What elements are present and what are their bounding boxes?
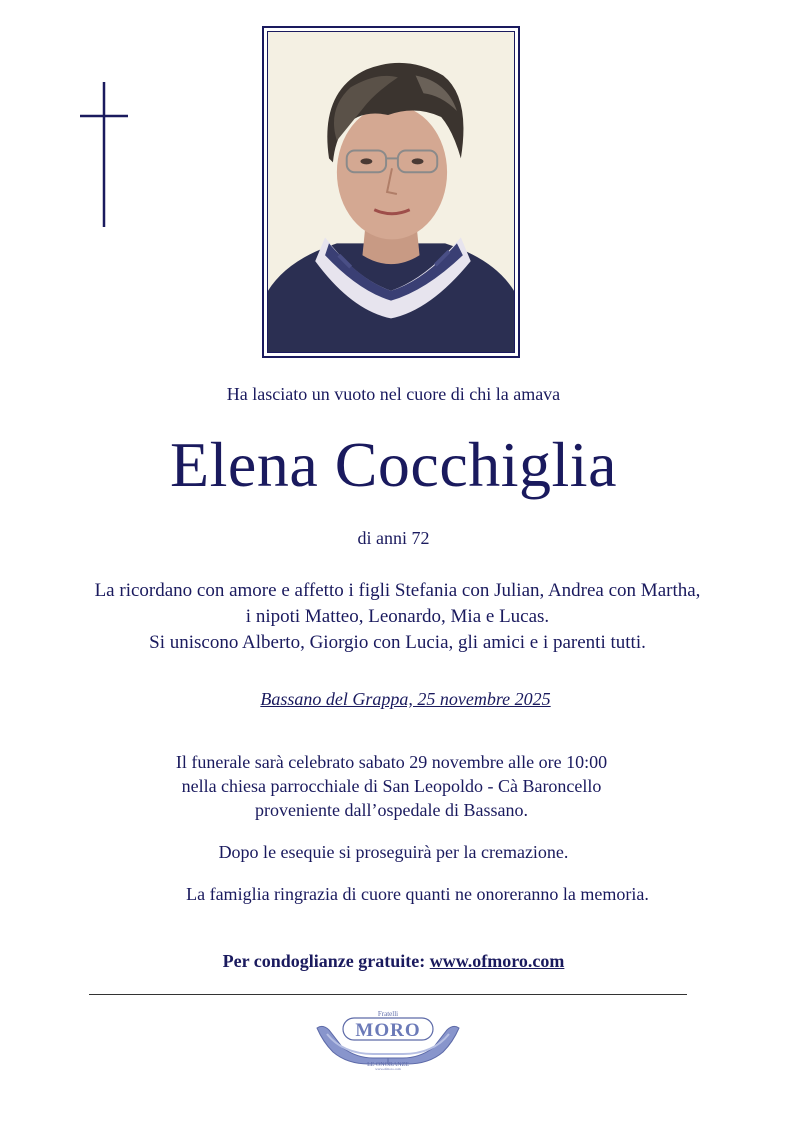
mourners-line: i nipoti Matteo, Leonardo, Mia e Lucas. bbox=[245, 606, 550, 627]
mourners-line: Si uniscono Alberto, Giorgio con Lucia, gli amici e i parenti tutti. bbox=[149, 632, 646, 653]
intro-text: Ha lasciato un vuoto nel cuore di chi la amava bbox=[226, 384, 561, 404]
funeral-block bbox=[0, 750, 789, 822]
divider-line bbox=[89, 994, 687, 995]
company-logo bbox=[313, 1008, 463, 1070]
cremation-text: Dopo le esequie si proseguirà per la cremazione. bbox=[218, 842, 569, 862]
cross-icon bbox=[80, 82, 128, 227]
portrait-frame bbox=[262, 26, 520, 358]
deceased-name: Elena Cocchiglia bbox=[170, 429, 617, 500]
place-date-text: Bassano del Grappa, 25 novembre 2025 bbox=[260, 689, 551, 709]
age-text: di anni 72 bbox=[357, 528, 430, 548]
place-date bbox=[8, 689, 795, 710]
logo-bottom-text: LE ONORANZE bbox=[367, 1062, 409, 1068]
logo-tiny-text: www.ofmoro.com bbox=[375, 1067, 401, 1070]
mourners-block bbox=[0, 578, 795, 656]
logo-brand-text: MORO bbox=[355, 1020, 421, 1041]
condolences-line bbox=[0, 951, 791, 972]
funeral-line: Il funerale sarà celebrato sabato 29 novembre alle ore 10:00 bbox=[175, 752, 608, 772]
funeral-line: nella chiesa parrocchiale di San Leopoldo - Cà Baroncello bbox=[181, 776, 602, 796]
logo-top-text: Fratelli bbox=[377, 1010, 399, 1018]
thanks-text: La famiglia ringrazia di cuore quanti ne onoreranno la memoria. bbox=[186, 884, 649, 904]
condolences-link[interactable]: www.ofmoro.com bbox=[429, 951, 565, 971]
funeral-line: proveniente dall’ospedale di Bassano. bbox=[255, 800, 528, 820]
portrait-photo bbox=[267, 31, 515, 353]
mourners-line: La ricordano con amore e affetto i figli Stefania con Julian, Andrea con Martha, bbox=[94, 580, 701, 601]
condolences-label: Per condoglianze gratuite: bbox=[222, 951, 430, 971]
